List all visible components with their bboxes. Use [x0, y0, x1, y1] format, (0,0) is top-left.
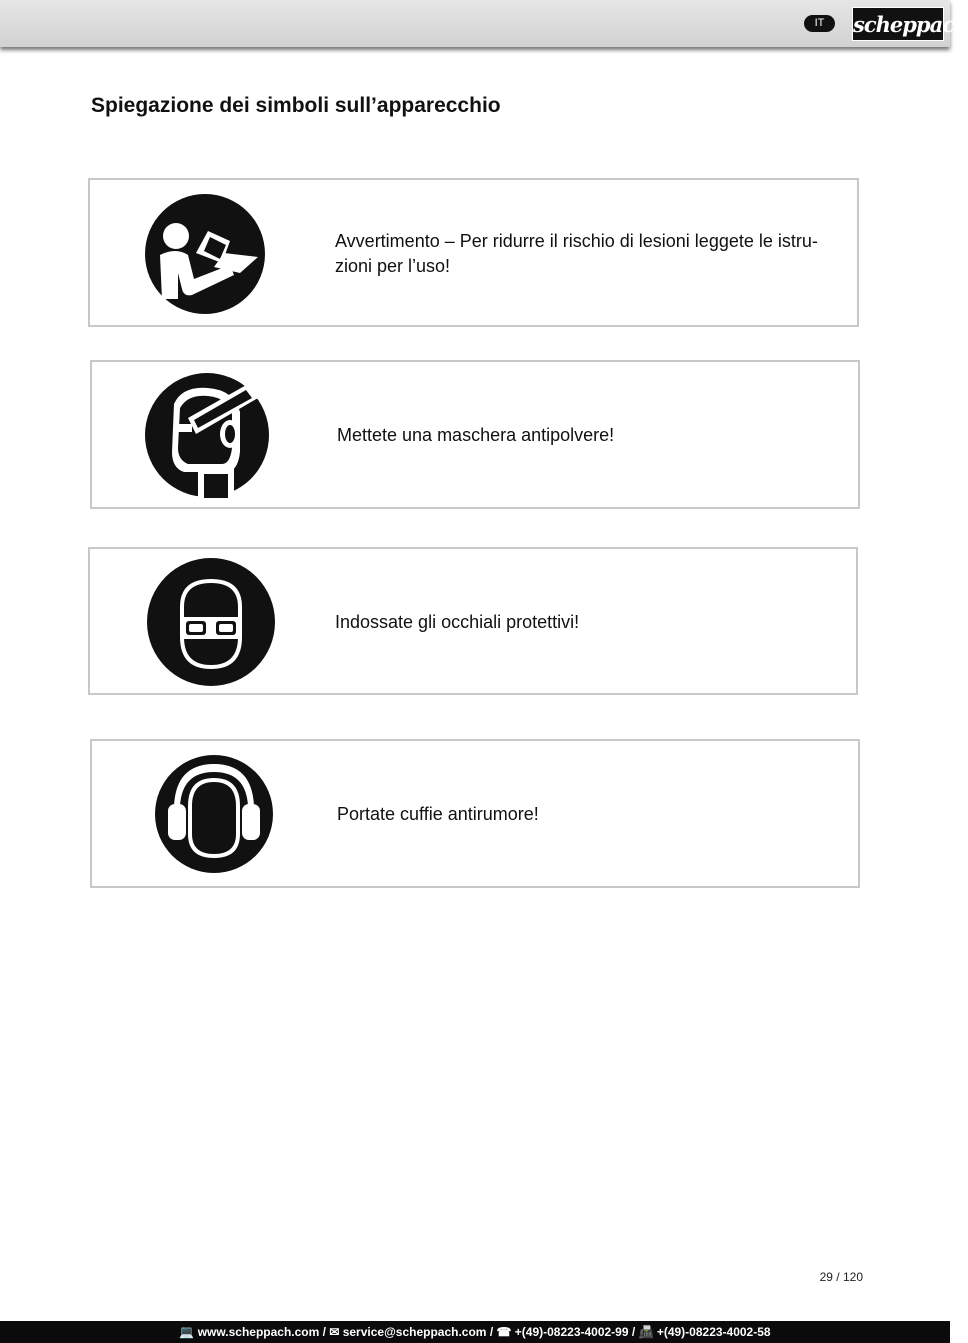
symbol-text-read-manual-line2: zioni per l’uso! — [335, 256, 451, 276]
footer-email-link[interactable]: service@scheppach.com — [342, 1325, 487, 1339]
fax-icon: 📠 — [638, 1325, 657, 1339]
read-manual-icon — [144, 193, 266, 315]
footer-separator: / — [486, 1325, 497, 1339]
footer-phone: +(49)-08223-4002-99 — [514, 1325, 629, 1339]
footer-fax: +(49)-08223-4002-58 — [656, 1325, 771, 1339]
symbol-text-read-manual-line1: Avvertimento – Per ridurre il rischio di lesioni leggete le istru- — [335, 231, 818, 251]
symbol-text-ear-protection: Portate cuffie antirumore! — [337, 804, 539, 824]
symbol-box-dust-mask — [90, 360, 860, 509]
brand-logo: scheppach — [852, 7, 944, 41]
symbol-text-safety-goggles: Indossate gli occhiali protettivi! — [335, 612, 580, 632]
language-badge: IT — [804, 15, 835, 32]
computer-icon: 💻 — [179, 1325, 198, 1339]
symbol-box-read-manual — [88, 178, 859, 327]
symbol-box-ear-protection — [90, 739, 860, 888]
page-number: 29 / 120 — [819, 1270, 863, 1284]
footer-separator: / — [628, 1325, 639, 1339]
safety-goggles-icon — [146, 557, 276, 687]
mail-icon: ✉ — [329, 1325, 343, 1339]
dust-mask-icon — [144, 372, 270, 498]
page-title: Spiegazione dei simboli sull’apparecchio — [91, 94, 501, 117]
page-footer — [0, 1321, 950, 1343]
symbol-box-safety-goggles — [88, 547, 858, 695]
ear-protection-icon — [154, 754, 274, 874]
footer-website-link[interactable]: www.scheppach.com — [197, 1325, 320, 1339]
phone-icon: ☎ — [496, 1325, 515, 1339]
symbol-text-dust-mask: Mettete una maschera antipolvere! — [337, 425, 615, 445]
page-header — [0, 0, 968, 47]
footer-separator: / — [319, 1325, 330, 1339]
